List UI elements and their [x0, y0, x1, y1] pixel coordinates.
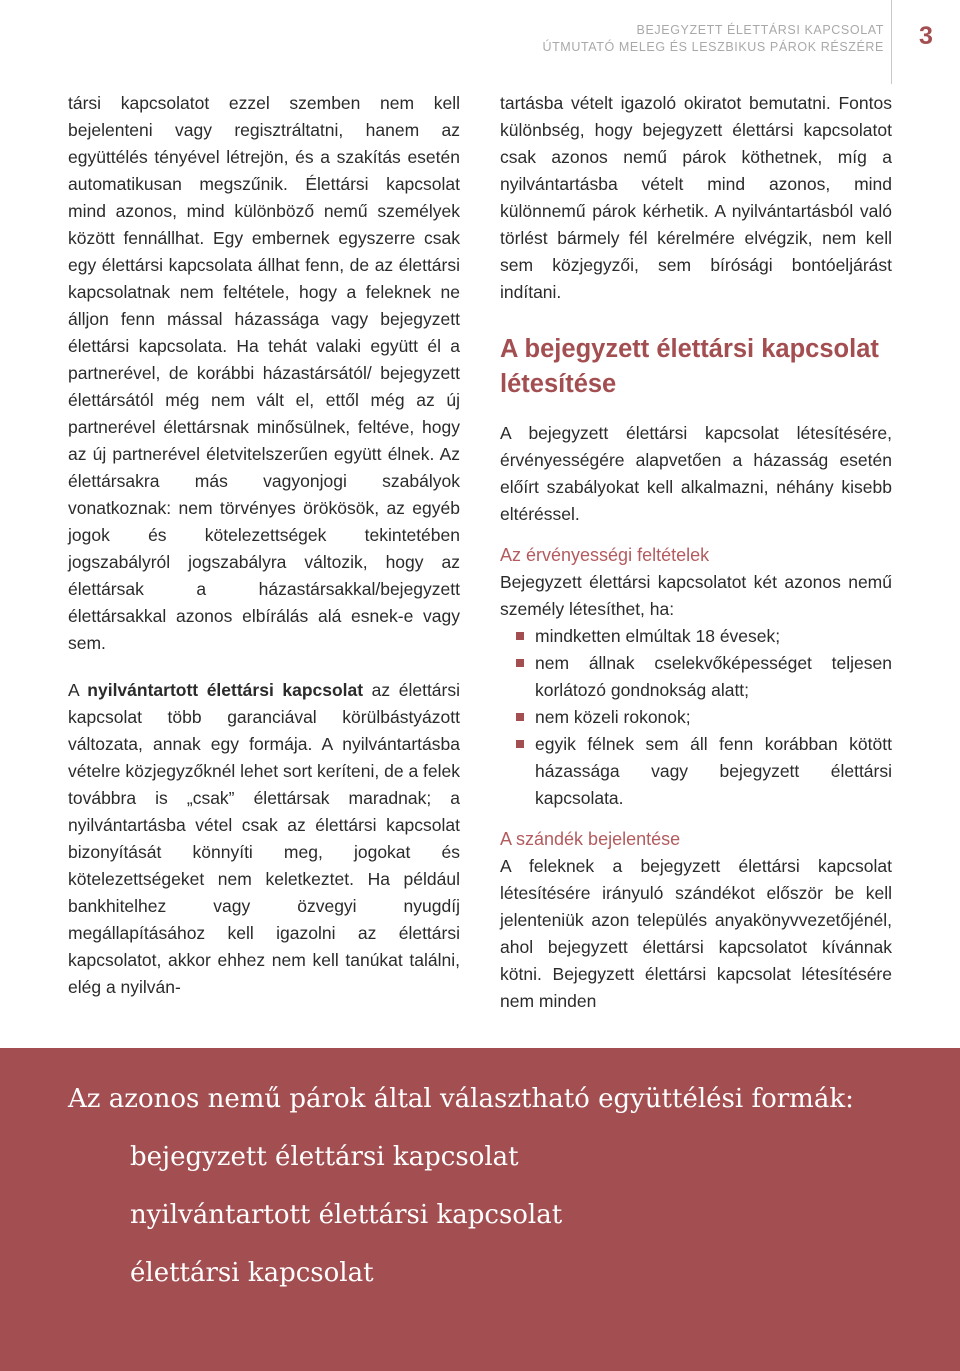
list-item [500, 623, 892, 650]
section-heading: A bejegyzett élettársi kapcsolat létesítése [500, 335, 879, 398]
paragraph-text: A [68, 680, 88, 700]
list-item [500, 704, 892, 731]
list-item-text: mindketten elmúltak 18 évesek; [535, 626, 781, 646]
conditions-list [500, 623, 892, 812]
list-item [500, 731, 892, 812]
right-column [500, 90, 892, 1015]
banner-title: Az azonos nemű párok által választható együttélési formák: [68, 1084, 854, 1114]
paragraph-feltetelek-intro: Bejegyzett élettársi kapcsolatot két azonos nemű személy létesíthet, ha: [500, 572, 892, 619]
paragraph-text: az élettársi kapcsolat több garanciával körülbástyázott változata, annak egy formája. A nyilvántartásba vételre közjegyzőknél lehet sort keríteni, de a felek továbbra is „csak” élettársak maradnak; a nyilvántartásba vétel csak az élettársi kapcsolat bizonyítását könnyíti meg, jogokat és kötelezettségeket nem keletkeztet. Ha például bankhitelhez vagy özvegyi nyugdíj megállapításához kell igazolni az élettársi kapcsolatot, akkor ehhez nem kell tanúkat találni, elég a nyilván- [68, 680, 461, 997]
header-divider [891, 0, 892, 84]
running-header-title: BEJEGYZETT ÉLETTÁRSI KAPCSOLAT [636, 23, 884, 37]
paragraph-continuation: tartásba vételt igazoló okiratot bemutatni. Fontos különbség, hogy bejegyzett élettársi kapcsolatot csak azonos nemű párok köthetnek, míg a nyilvántartásba vételt mind azonos, mind különnemű párok kérhetik. A nyilvántartásból való törlést bármely fél kérelmére elvégzik, nem kell sem közjegyzői, sem bírósági bontóeljárást indítani. [500, 93, 892, 302]
summary-banner [0, 1048, 960, 1371]
running-header [542, 22, 884, 56]
paragraph-letesites: A bejegyzett élettársi kapcsolat létesítésére, érvényességére alapvetően a házasság esetén előírt szabályokat kell alkalmazni, néhány kisebb eltéréssel. [500, 423, 892, 524]
paragraph-bejelentes: A feleknek a bejegyzett élettársi kapcsolat létesítésére irányuló szándékot először be kell jelenteniük azon település anyakönyvvezetőjénél, ahol bejegyzett élettársi kapcsolatot kívánnak kötni. Bejegyzett élettársi kapcsolat létesítésére nem minden [500, 856, 892, 1011]
list-item-text: nem állnak cselekvőképességet teljesen korlátozó gondnokság alatt; [535, 653, 892, 700]
list-item [500, 650, 892, 704]
bold-term: nyilvántartott élettársi kapcsolat [87, 680, 364, 700]
bullet-square-icon [516, 659, 524, 667]
left-column [68, 90, 460, 1001]
list-item-text: egyik félnek sem áll fenn korábban kötött házassága vagy bejegyzett élettársi kapcsolata. [535, 734, 892, 808]
banner-item: élettársi kapcsolat [130, 1258, 374, 1288]
banner-item: nyilvántartott élettársi kapcsolat [130, 1200, 563, 1230]
bullet-square-icon [516, 713, 524, 721]
subheading-ervenyessegi-feltetelek: Az érvényességi feltételek [500, 545, 710, 565]
subheading-szandek-bejelentese: A szándék bejelentése [500, 829, 681, 849]
list-item-text: nem közeli rokonok; [535, 707, 691, 727]
running-header-subtitle: ÚTMUTATÓ MELEG ÉS LESZBIKUS PÁROK RÉSZÉRE [542, 40, 884, 54]
paragraph-elettarsi-kapcsolat: társi kapcsolatot ezzel szemben nem kell bejelenteni vagy regisztráltatni, hanem az együttélés tényével létrejön, és a szakítás esetén automatikusan megszűnik. Élettársi kapcsolat mind azonos, mind különböző nemű személyek között fennállhat. Egy embernek egyszerre csak egy élettársi kapcsolata állhat fenn, de az élettársi kapcsolatnak nem feltétele, hogy a feleknek ne álljon fenn mással házassága vagy bejegyzett élettársi kapcsolata. Ha tehát valaki együtt él a partnerével, de korábbi házastársától/ bejegyzett élettársától még nem vált el, ettől még az új partnerével élettársnak minősülnek, feltéve, hogy az új partnerével életvitelszerűen együtt élnek. Az élettársakra más vagyonjogi szabályok vonatkoznak: nem törvényes örökösök, az egyéb jogok és kötelezettségek tekintetében jogszabályról jogszabályra változik, hogy az élettársak a házastársakkal/bejegyzett élettársakkal azonos elbírálás alá esnek-e vagy sem. [68, 93, 460, 653]
bullet-square-icon [516, 740, 524, 748]
bullet-square-icon [516, 632, 524, 640]
page-number: 3 [919, 22, 933, 50]
banner-item: bejegyzett élettársi kapcsolat [130, 1142, 519, 1172]
paragraph-nyilvantartott [68, 677, 460, 1001]
